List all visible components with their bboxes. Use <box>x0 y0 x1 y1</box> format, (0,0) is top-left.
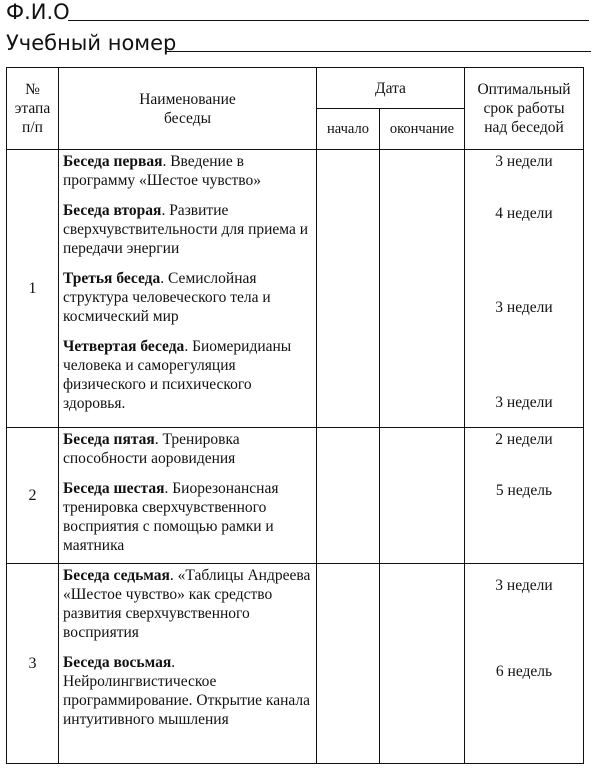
lesson-title: Беседа первая <box>63 153 163 170</box>
term-cell <box>465 150 584 428</box>
lesson-title: Беседа вторая <box>63 202 162 219</box>
stage-lessons <box>59 150 317 428</box>
header-term-line: срок работы <box>483 100 565 117</box>
course-plan-table <box>6 67 584 764</box>
header-stage-number <box>7 68 59 150</box>
lesson-title: Беседа седьмая <box>63 567 170 584</box>
lesson-description: . Тренировка способности аоровидения <box>63 431 240 467</box>
lesson-title: Беседа пятая <box>63 431 155 448</box>
term-cell <box>465 564 584 764</box>
lesson-item <box>63 566 316 642</box>
stage-lessons <box>59 564 317 764</box>
header-stage-line: этапа <box>14 100 51 117</box>
fio-field <box>6 0 70 24</box>
header-lesson-name <box>59 68 317 150</box>
date-start-cell[interactable] <box>317 150 380 428</box>
stage-number: 1 <box>7 150 59 428</box>
lesson-term: 6 недель <box>495 663 553 680</box>
header-date-end: окончание <box>380 109 465 150</box>
stage-number: 2 <box>7 428 59 564</box>
date-end-cell[interactable] <box>380 428 465 564</box>
lesson-item <box>63 430 316 468</box>
lesson-title: Четвертая беседа <box>63 338 185 355</box>
header-date: Дата <box>317 68 465 109</box>
lesson-description: . Биорезонансная тренировка сверхчувственного восприятия с помощью рамки и маятника <box>63 480 279 554</box>
lesson-item <box>63 201 316 258</box>
lesson-description: . Биомеридианы человека и саморегуляция физического и психического здоровья. <box>63 338 292 412</box>
lesson-description: . «Таблицы Андреева «Шестое чувство» как средство развития сверхчувственного восприятия <box>63 567 311 641</box>
lesson-description: . Развитие сверхчувствительности для приема и передачи энергии <box>63 202 309 257</box>
lesson-item <box>63 479 316 555</box>
stage-lessons <box>59 428 317 564</box>
fio-label: Ф.И.О <box>6 0 70 24</box>
student-number-blank-line[interactable] <box>166 51 591 52</box>
date-end-cell[interactable] <box>380 564 465 764</box>
lesson-title: Третья беседа <box>63 270 161 287</box>
fio-blank-line[interactable] <box>68 20 589 21</box>
student-number-field <box>6 31 176 55</box>
lesson-description: . Семислойная структура человеческого тела и космический мир <box>63 270 271 325</box>
student-number-label: Учебный номер <box>6 31 177 55</box>
lesson-term: 3 недели <box>495 577 553 594</box>
date-start-cell[interactable] <box>317 428 380 564</box>
date-end-cell[interactable] <box>380 150 465 428</box>
header-term-line: Оптимальный <box>477 81 571 98</box>
header-optimal-term <box>465 68 584 150</box>
term-cell <box>465 428 584 564</box>
lesson-item <box>63 152 316 190</box>
date-start-cell[interactable] <box>317 564 380 764</box>
lesson-description: . Нейролингвистическое программирование. Открытие канала интуитивного мышления <box>63 654 310 728</box>
lesson-title: Беседа шестая <box>63 480 165 497</box>
stage-number: 3 <box>7 564 59 764</box>
lesson-term: 3 недели <box>495 153 553 170</box>
stage-row <box>7 428 584 564</box>
lesson-term: 5 недель <box>495 482 553 499</box>
lesson-term: 3 недели <box>495 394 553 411</box>
header-stage-line: п/п <box>22 119 43 136</box>
lesson-title: Беседа восьмая <box>63 654 172 671</box>
lesson-item <box>63 653 316 729</box>
stage-row <box>7 150 584 428</box>
header-date-start: начало <box>317 109 380 150</box>
header-term-line: над беседой <box>484 119 564 136</box>
stage-row <box>7 564 584 764</box>
lesson-term: 3 недели <box>495 299 553 316</box>
lesson-item <box>63 337 316 413</box>
header-name-line: беседы <box>164 109 211 127</box>
header-stage-line: № <box>25 81 40 98</box>
lesson-description: . Введение в программу «Шестое чувство» <box>63 153 261 189</box>
header-name-line: Наименование <box>139 90 236 108</box>
lesson-term: 4 недели <box>495 205 553 222</box>
lesson-item <box>63 269 316 326</box>
lesson-term: 2 недели <box>495 431 553 448</box>
